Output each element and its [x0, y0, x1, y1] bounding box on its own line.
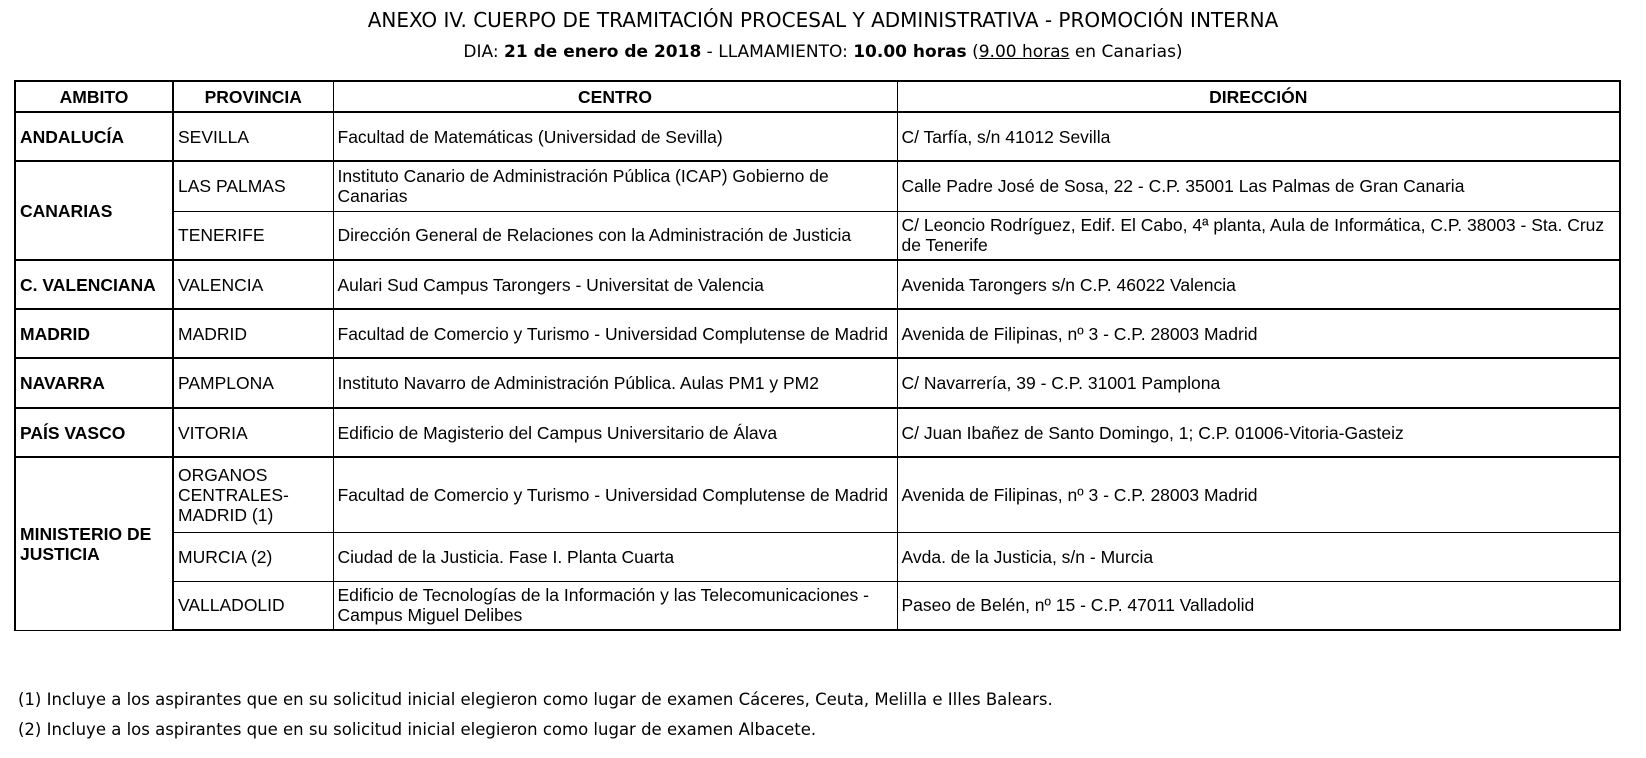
column-header-centro: CENTRO	[333, 81, 897, 112]
direccion-cell: C/ Leoncio Rodríguez, Edif. El Cabo, 4ª planta, Aula de Informática, C.P. 38003 - Sta. Cruz de Tenerife	[897, 211, 1620, 260]
open-paren: (	[966, 42, 979, 62]
centro-cell: Instituto Navarro de Administración Pública. Aulas PM1 y PM2	[333, 358, 897, 408]
canarias-time: 9.00 horas	[978, 42, 1070, 62]
direccion-cell: C/ Juan Ibañez de Santo Domingo, 1; C.P. 01006-Vitoria-Gasteiz	[897, 408, 1620, 457]
provincia-cell: VALENCIA	[173, 260, 333, 309]
column-header-direccion: DIRECCIÓN	[897, 81, 1620, 112]
centro-cell: Edificio de Tecnologías de la Información y las Telecomunicaciones - Campus Miguel Delibes	[333, 581, 897, 630]
table-row	[15, 309, 1620, 358]
provincia-cell: VALLADOLID	[173, 581, 333, 630]
direccion-cell: Avda. de la Justicia, s/n - Murcia	[897, 532, 1620, 581]
centro-cell: Facultad de Comercio y Turismo - Universidad Complutense de Madrid	[333, 457, 897, 532]
column-header-ambito: AMBITO	[15, 81, 173, 112]
provincia-cell: LAS PALMAS	[173, 161, 333, 211]
direccion-cell: C/ Tarfía, s/n 41012 Sevilla	[897, 112, 1620, 161]
exam-schedule-line	[0, 42, 1646, 62]
ambito-cell: MADRID	[15, 309, 173, 358]
centro-cell: Edificio de Magisterio del Campus Universitario de Álava	[333, 408, 897, 457]
table-row	[15, 408, 1620, 457]
canarias-suffix: en Canarias)	[1069, 42, 1183, 62]
table-header-row	[15, 81, 1620, 112]
centro-cell: Dirección General de Relaciones con la Administración de Justicia	[333, 211, 897, 260]
call-time: 10.00 horas	[853, 42, 967, 62]
direccion-cell: Calle Padre José de Sosa, 22 - C.P. 35001 Las Palmas de Gran Canaria	[897, 161, 1620, 211]
table-row	[15, 161, 1620, 211]
ambito-cell: NAVARRA	[15, 358, 173, 408]
table-row	[15, 260, 1620, 309]
table-row	[15, 358, 1620, 408]
table-row	[15, 457, 1620, 532]
direccion-cell: Paseo de Belén, nº 15 - C.P. 47011 Valladolid	[897, 581, 1620, 630]
table-row	[15, 581, 1620, 630]
direccion-cell: C/ Navarrería, 39 - C.P. 31001 Pamplona	[897, 358, 1620, 408]
provincia-cell: SEVILLA	[173, 112, 333, 161]
footnote-1: (1) Incluye a los aspirantes que en su solicitud inicial elegieron como lugar de examen Cáceres, Ceuta, Melilla e Illes Balears.	[18, 690, 1053, 709]
provincia-cell: MADRID	[173, 309, 333, 358]
provincia-cell: TENERIFE	[173, 211, 333, 260]
provincia-cell: ORGANOS CENTRALES-MADRID (1)	[173, 457, 333, 532]
centro-cell: Instituto Canario de Administración Pública (ICAP) Gobierno de Canarias	[333, 161, 897, 211]
provincia-cell: PAMPLONA	[173, 358, 333, 408]
table-row	[15, 211, 1620, 260]
centro-cell: Aulari Sud Campus Tarongers - Universitat de Valencia	[333, 260, 897, 309]
ambito-cell: MINISTERIO DE JUSTICIA	[15, 457, 173, 630]
provincia-cell: VITORIA	[173, 408, 333, 457]
ambito-cell: ANDALUCÍA	[15, 112, 173, 161]
table-row	[15, 112, 1620, 161]
column-header-provincia: PROVINCIA	[173, 81, 333, 112]
provincia-cell: MURCIA (2)	[173, 532, 333, 581]
ambito-cell: C. VALENCIANA	[15, 260, 173, 309]
direccion-cell: Avenida de Filipinas, nº 3 - C.P. 28003 Madrid	[897, 309, 1620, 358]
ambito-cell: PAÍS VASCO	[15, 408, 173, 457]
direccion-cell: Avenida de Filipinas, nº 3 - C.P. 28003 Madrid	[897, 457, 1620, 532]
table-row	[15, 532, 1620, 581]
exam-venues-table	[14, 80, 1621, 631]
document-title: ANEXO IV. CUERPO DE TRAMITACIÓN PROCESAL Y ADMINISTRATIVA - PROMOCIÓN INTERNA	[367, 8, 1279, 32]
ambito-cell: CANARIAS	[15, 161, 173, 260]
call-label: - LLAMAMIENTO:	[701, 42, 854, 62]
footnote-2: (2) Incluye a los aspirantes que en su solicitud inicial elegieron como lugar de examen Albacete.	[18, 720, 817, 739]
centro-cell: Facultad de Matemáticas (Universidad de Sevilla)	[333, 112, 897, 161]
day-label: DIA:	[463, 42, 504, 62]
exam-date: 21 de enero de 2018	[504, 42, 702, 62]
direccion-cell: Avenida Tarongers s/n C.P. 46022 Valencia	[897, 260, 1620, 309]
centro-cell: Facultad de Comercio y Turismo - Universidad Complutense de Madrid	[333, 309, 897, 358]
centro-cell: Ciudad de la Justicia. Fase I. Planta Cuarta	[333, 532, 897, 581]
